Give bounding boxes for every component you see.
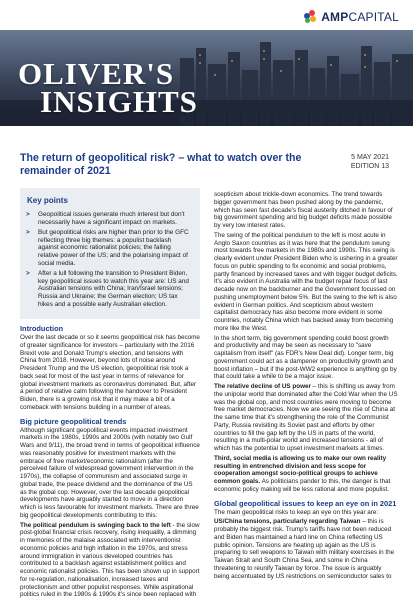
paragraph-short-term: In the short term, big government spending could boost growth and productivity and may be seen as necessary to "save capitalism from itself" (as FDR's New Deal did). Longer term, big government could act as a dampener on productivity growth and boost inflation – but if the post-WW2 experience is anything go by that could take a while to be a major issue.	[214, 334, 397, 381]
section-heading-global-issues: Global geopolitical issues to keep an eye on in 2021	[214, 498, 397, 508]
section-heading-big-picture: Big picture geopolitical trends	[20, 416, 127, 426]
paragraph-anglo-saxon: The swing of the political pendulum to the left is most acute in Anglo Saxon countries as it was here that the pendulum swung most towards free markets in the 1980s and 1990s. This swing is clearly evident under President Biden who is ushering in a greater focus on public spending to fix economic and social problems, partly financed by increased taxes and with bigger budget deficits. It's also evident in Australia with the budget repair focus of last decade now on the backburner and the Government focussed on pushing unemployment below 5%. But the swing to the left is also evident in German politics. And scepticism about western capitalist democracy has also become more evident in some countries, notably China which has backed away from becoming more like the West.	[214, 231, 398, 332]
paragraph-us-china: US/China tensions, particularly regarding Taiwan – this is probably the biggest risk. Trump's tariffs have not been reduced and Biden has maintained a hard line on China reflecting US public opinion. Tensions are heating up again as the US is preparing to sell weapons to Taiwan with military exercises in the Taiwan Strait and South China Sea, and some in China threatening to reunify Taiwan by force. The issue is arguably being accentuated by US restrictions on semiconductor sales to	[214, 518, 395, 580]
paragraph-introduction: Over the last decade or so it seems geopolitical risk has become of greater significance for investors – particularly with the 2016 Brexit vote and Donald Trump's election, and tensions with China from 2018. However, beyond lots of noise around President Trump and the US election, geopolitical risk took a back seat for most of the last year in terms of relevance for global investment markets as coronavirus dominated. But, after a period of relative calm following the handover to President Biden, there is a growing risk that it may make a bit of a comeback with tensions building in a number of areas.	[20, 334, 200, 411]
paragraph-social-media: Third, social media is allowing us to make our own reality resulting in entrenched division and less scope for cooperation amongst socio-political groups to achieve common goals. As politicians pander to this, the danger is that economic policy making will be less rational and more populist.	[214, 454, 391, 493]
chevron-right-icon: >	[26, 211, 30, 218]
document-title: The return of geopolitical risk? – what to watch over the remainder of 2021	[20, 152, 302, 177]
paragraph-main-risks: The main geopolitical risks to keep an eye on this year are:	[214, 508, 379, 516]
publication-date: 5 MAY 2021	[351, 154, 389, 161]
chevron-right-icon: >	[26, 270, 30, 278]
section-heading-introduction: Introduction	[20, 324, 64, 334]
amp-capital-logo	[304, 10, 399, 24]
key-points-box	[20, 188, 200, 319]
document-meta	[351, 153, 389, 171]
paragraph-us-power: The relative decline of US power – this is shifting us away from the unipolar world that dominated after the Cold War when the US was the global cop, and most countries were moving to become free market democracies. Now we are seeing the rise of China at the same time that it's strengthening the role of the Communist Party, Russia revisiting its Soviet past and efforts by other countries to fill the gap left by the US in parts of the world, resulting in a multi-polar world and increased tensions - all of which has the potential to upset investment markets at times.	[214, 383, 398, 452]
key-points-title: Key points	[27, 196, 68, 205]
left-column	[20, 188, 200, 601]
paragraph-political-pendulum: The political pendulum is swinging back to the left - the slow post-global financial crisis recovery, rising inequality, a dimming in memories of the malaise associated with interventionist economic policies and high inflation in the 1970s, and stress around immigration in various developed countries has contributed to a backlash against establishment politics and economic rationalist policies. This has been shown up in support for re-regulation, nationalisation, increased taxes and protectionism and other populist responses. While aspirational politics ruled in the 1980s & 1990s it's since been replaced with	[20, 521, 200, 599]
banner-title: OLIVER'S INSIGHTS	[18, 56, 198, 119]
key-point-item: > After a lull following the transition to President Biden, key geopolitical issues to watch this year are: US and Australian tensions with China; Iran/Israel tensions; Russia and Ukraine; the German election; US tax hikes and a possible early Australian election.	[26, 270, 189, 308]
chevron-right-icon: >	[26, 229, 30, 237]
key-point-item: > Geopolitical issues generate much interest but don't necessarily have a significant impact on markets.	[26, 211, 185, 226]
insights-banner	[0, 30, 413, 126]
paragraph-big-picture: Although significant geopolitical events impacted investment markets in the 1980s, 1990s and 2000s (with notably two Gulf Wars and 9/11), the broad trend in terms of geopolitical influence was reasonably positive for investment markets with the embrace of free market/economic rationalism (after the perceived failure of widespread government intervention in the 1970s), the collapse of communism and associated surge in global trade, the peace dividend and the dominance of the US as the global cop. However, over the last decade geopolitical developments have arguably started to move in a direction which is less favourable for investment markets. There are three big geopolitical developments contributing to this:	[20, 426, 200, 519]
paragraph-trickle-down: scepticism about trickle-down economics. The trend towards bigger government has been pushed along by the pandemic, which has seen fast decade's fiscal austerity ditched in favour of big government spending and big budget deficits made possible by very low interest rates.	[214, 191, 393, 229]
right-column	[214, 191, 398, 582]
page-header	[0, 0, 413, 126]
edition-number: EDITION 13	[350, 163, 389, 170]
amp-logo-icon	[304, 10, 318, 24]
key-point-item: > But geopolitical risks are higher than prior to the GFC reflecting three big themes: a populist backlash against economic rationalist policies; the falling relative power of the US; and the polarising impact of social media.	[26, 229, 189, 267]
logo-text: AMPCAPITAL	[321, 10, 399, 24]
